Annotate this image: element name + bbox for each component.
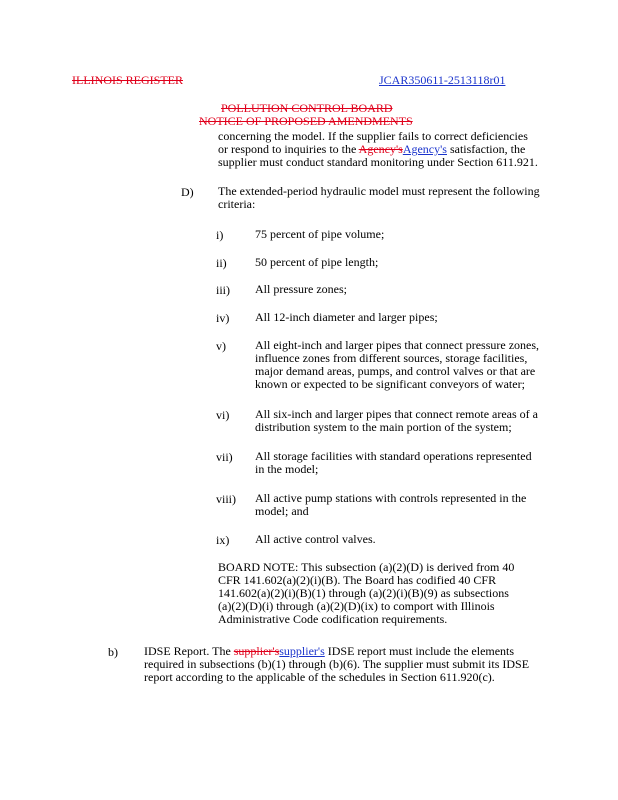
criterion-num: ix) — [216, 533, 230, 547]
criterion-line: All pressure zones; — [255, 282, 347, 296]
intro-line-2-text: or respond to inquiries to the — [218, 142, 359, 156]
intro-line-2-end: satisfaction, the — [446, 142, 526, 156]
board-name: POLLUTION CONTROL BOARD — [221, 101, 393, 115]
item-b-label: b) — [108, 645, 118, 659]
board-note-line: 141.602(a)(2)(i)(B)(1) through (a)(2)(i)(B)(9) as subsections — [218, 586, 509, 600]
deleted-text: supplier's — [233, 644, 280, 658]
deleted-text: Agency's — [358, 142, 403, 156]
item-d-line-2: criteria: — [218, 197, 256, 211]
criterion-line: 50 percent of pipe length; — [255, 255, 379, 269]
criterion-line: All active control valves. — [255, 532, 376, 546]
criterion-num: viii) — [216, 492, 236, 506]
criterion-line: major demand areas, pumps, and control valves or that are — [255, 364, 536, 378]
criterion-text — [255, 408, 538, 434]
item-d-label: D) — [181, 185, 194, 199]
intro-paragraph — [218, 130, 538, 169]
notice-title: NOTICE OF PROPOSED AMENDMENTS — [199, 114, 413, 128]
criterion-text — [255, 492, 526, 518]
criterion-num: vi) — [216, 408, 230, 422]
item-b-line-1-text: IDSE Report. The — [144, 644, 234, 658]
criterion-text — [255, 228, 384, 241]
criterion-text — [255, 256, 378, 269]
criterion-line: All storage facilities with standard operations represented — [255, 449, 532, 463]
intro-line-1: concerning the model. If the supplier fails to correct deficiencies — [218, 129, 528, 143]
inserted-text: Agency's — [402, 142, 447, 156]
board-note-line: Administrative Code codification requirements. — [218, 612, 448, 626]
board-note-line: CFR 141.602(a)(2)(i)(B). The Board has codified 40 CFR — [218, 573, 497, 587]
jcar-reference: JCAR350611-2513118r01 — [379, 73, 506, 87]
board-note — [218, 561, 514, 626]
criterion-line: All eight-inch and larger pipes that connect pressure zones, — [255, 338, 540, 352]
criterion-line: 75 percent of pipe volume; — [255, 227, 385, 241]
criterion-num: iii) — [216, 283, 230, 297]
criterion-num: ii) — [216, 256, 227, 270]
criterion-num: vii) — [216, 450, 233, 464]
criterion-line: All 12-inch diameter and larger pipes; — [255, 310, 438, 324]
criterion-text — [255, 450, 532, 476]
criterion-text — [255, 533, 376, 546]
criterion-line: influence zones from different sources, storage facilities, — [255, 351, 528, 365]
criterion-text — [255, 339, 539, 391]
criterion-num: i) — [216, 228, 224, 242]
item-b-text — [144, 645, 529, 684]
item-b-line-2: required in subsections (b)(1) through (b)(6). The supplier must submit its IDSE — [144, 657, 530, 671]
item-d-line-1: The extended-period hydraulic model must represent the following — [218, 184, 540, 198]
criterion-line: distribution system to the main portion of the system; — [255, 420, 512, 434]
criterion-text — [255, 283, 347, 296]
criterion-text — [255, 311, 438, 324]
intro-line-3: supplier must conduct standard monitoring under Section 611.921. — [218, 155, 538, 169]
item-b-line-3: report according to the applicable of the schedules in Section 611.920(c). — [144, 670, 495, 684]
criterion-line: All active pump stations with controls represented in the — [255, 491, 527, 505]
criterion-line: All six-inch and larger pipes that connect remote areas of a — [255, 407, 539, 421]
register-title: ILLINOIS REGISTER — [72, 73, 183, 87]
criterion-num: iv) — [216, 311, 230, 325]
board-note-line: BOARD NOTE: This subsection (a)(2)(D) is derived from 40 — [218, 560, 515, 574]
criterion-line: in the model; — [255, 462, 319, 476]
item-d-text — [218, 185, 540, 211]
item-b-line-1-end: IDSE report must include the elements — [324, 644, 515, 658]
board-note-line: (a)(2)(D)(i) through (a)(2)(D)(ix) to comport with Illinois — [218, 599, 495, 613]
criterion-num: v) — [216, 339, 226, 353]
inserted-text: supplier's — [279, 644, 325, 658]
criterion-line: model; and — [255, 504, 309, 518]
criterion-line: known or expected to be significant conveyors of water; — [255, 377, 525, 391]
